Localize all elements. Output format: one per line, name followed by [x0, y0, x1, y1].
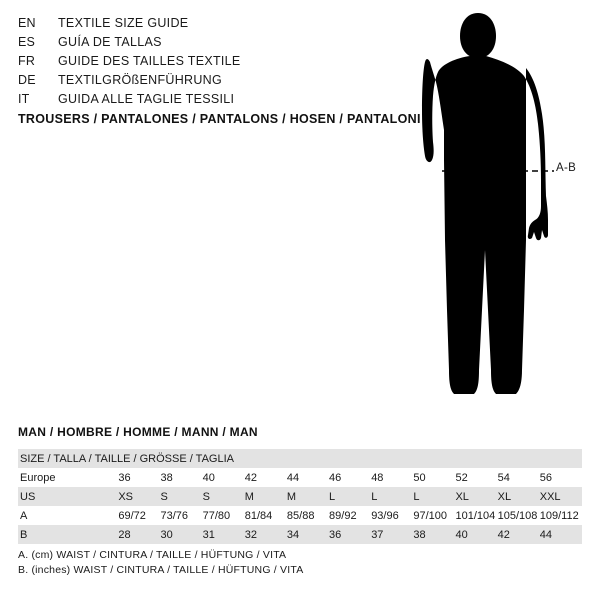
- language-code-en: EN: [18, 16, 36, 30]
- cell-europe-3: 42: [244, 471, 258, 484]
- cell-b-9: 42: [497, 528, 510, 541]
- footnote-b: B. (inches) WAIST / CINTURA / TAILLE / HÜFTUNG / VITA: [18, 564, 304, 576]
- cell-us-8: XL: [455, 490, 469, 503]
- cell-a-6: 93/96: [371, 509, 399, 522]
- cell-us-2: S: [202, 490, 210, 503]
- cell-europe-8: 52: [455, 471, 468, 484]
- cell-a-1: 73/76: [160, 509, 189, 522]
- cell-b-8: 40: [455, 528, 468, 541]
- measure-label-ab: A-B: [556, 162, 577, 174]
- cell-b-4: 34: [286, 528, 300, 541]
- language-row-it: [18, 90, 398, 109]
- cell-a-3: 81/84: [244, 509, 273, 522]
- table-row: [18, 468, 582, 487]
- cell-europe-6: 48: [371, 471, 384, 484]
- language-row-en: [18, 14, 398, 33]
- cell-us-7: L: [413, 490, 420, 503]
- language-title-list: [18, 14, 398, 109]
- cell-a-5: 89/92: [329, 509, 357, 522]
- cell-us-0: XS: [118, 490, 134, 503]
- cell-b-0: 28: [118, 528, 131, 541]
- cell-us-3: M: [244, 490, 254, 503]
- cell-a-10: 109/112: [539, 509, 579, 522]
- language-title-fr: GUIDE DES TAILLES TEXTILE: [58, 54, 241, 68]
- cell-us-6: L: [371, 490, 378, 503]
- cell-a-2: 77/80: [202, 509, 231, 522]
- male-silhouette-figure: [408, 10, 593, 410]
- row-label-us: US: [20, 490, 36, 503]
- cell-a-0: 69/72: [118, 509, 146, 522]
- silhouette-svg: [408, 10, 593, 410]
- row-label-size: SIZE / TALLA / TAILLE / GRÖSSE / TAGLIA: [20, 452, 234, 465]
- language-title-en: TEXTILE SIZE GUIDE: [58, 16, 189, 30]
- language-row-de: [18, 71, 398, 90]
- cell-us-9: XL: [497, 490, 512, 503]
- row-label-b: B: [20, 528, 28, 541]
- footnote-a: A. (cm) WAIST / CINTURA / TAILLE / HÜFTUNG / VITA: [18, 549, 287, 561]
- cell-b-3: 32: [244, 528, 258, 541]
- language-row-es: [18, 33, 398, 52]
- language-code-de: DE: [18, 73, 36, 87]
- cell-europe-4: 44: [286, 471, 300, 484]
- row-label-a: A: [20, 509, 28, 522]
- cell-b-5: 36: [329, 528, 342, 541]
- language-title-it: GUIDA ALLE TAGLIE TESSILI: [58, 92, 235, 106]
- language-row-fr: [18, 52, 398, 71]
- cell-europe-5: 46: [329, 471, 342, 484]
- cell-europe-0: 36: [118, 471, 131, 484]
- cell-a-8: 101/104: [455, 509, 496, 522]
- language-title-es: GUÍA DE TALLAS: [58, 35, 162, 49]
- category-heading: TROUSERS / PANTALONES / PANTALONS / HOSEN / PANTALONI: [18, 112, 421, 126]
- cell-b-1: 30: [160, 528, 173, 541]
- language-code-fr: FR: [18, 54, 36, 68]
- cell-us-4: M: [286, 490, 297, 503]
- table-row: [18, 525, 582, 544]
- cell-a-9: 105/108: [497, 509, 538, 522]
- size-table: [18, 449, 582, 544]
- man-table-title: MAN / HOMBRE / HOMME / MANN / MAN: [18, 425, 258, 439]
- cell-europe-9: 54: [497, 471, 510, 484]
- cell-us-10: XXL: [539, 490, 561, 503]
- cell-europe-10: 56: [539, 471, 552, 484]
- table-row: [18, 487, 582, 506]
- cell-europe-7: 50: [413, 471, 426, 484]
- cell-b-7: 38: [413, 528, 426, 541]
- cell-europe-2: 40: [202, 471, 215, 484]
- cell-b-10: 44: [539, 528, 552, 541]
- row-label-europe: Europe: [20, 471, 56, 484]
- cell-a-4: 85/88: [286, 509, 315, 522]
- cell-europe-1: 38: [160, 471, 173, 484]
- language-code-it: IT: [18, 92, 30, 106]
- cell-us-5: L: [329, 490, 336, 503]
- cell-a-7: 97/100: [413, 509, 447, 522]
- table-row: [18, 506, 582, 525]
- language-title-de: TEXTILGRÖßENFÜHRUNG: [58, 73, 223, 87]
- cell-b-2: 31: [202, 528, 215, 541]
- cell-b-6: 37: [371, 528, 384, 541]
- table-row: [18, 449, 582, 468]
- cell-us-1: S: [160, 490, 168, 503]
- language-code-es: ES: [18, 35, 36, 49]
